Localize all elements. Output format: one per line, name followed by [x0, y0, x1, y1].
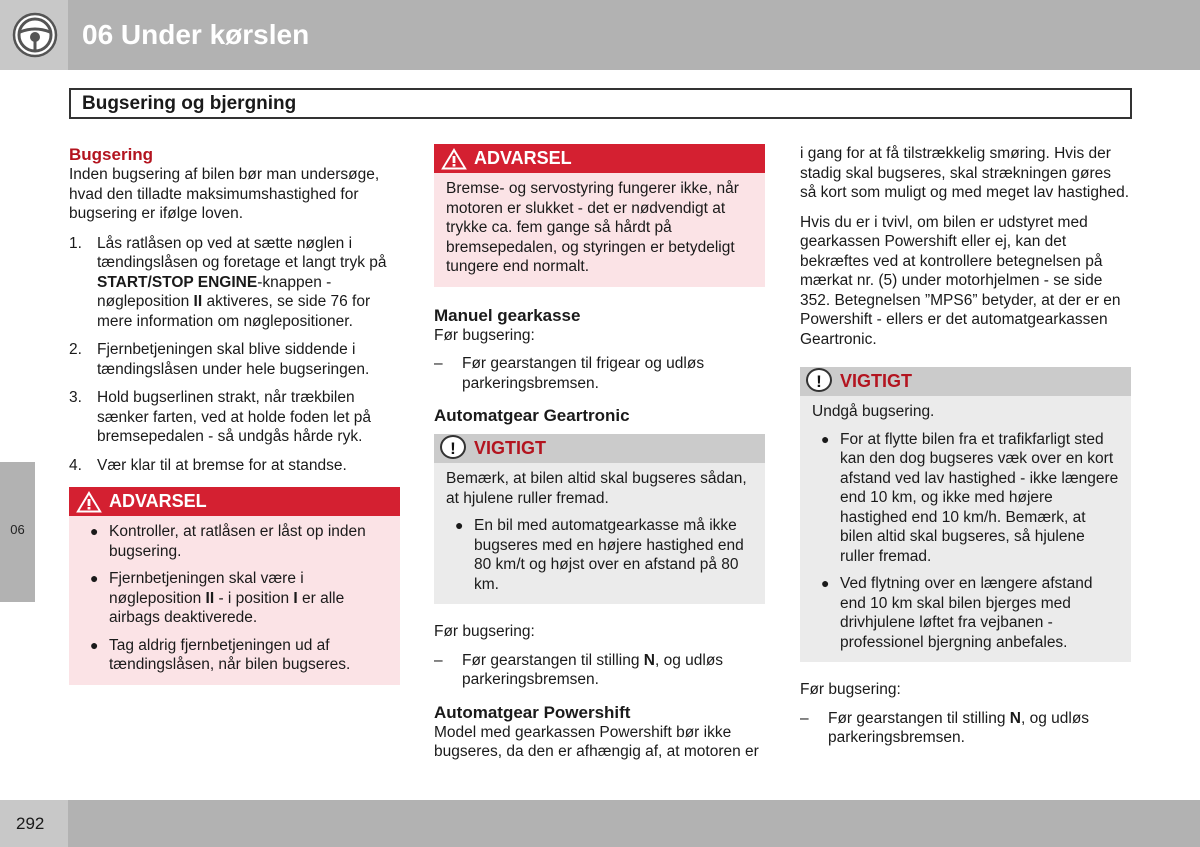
warning-box	[434, 144, 765, 287]
column-2	[434, 144, 765, 762]
heading-powershift: Automatgear Powershift	[434, 702, 631, 722]
section-title: Bugsering og bjergning	[82, 93, 297, 114]
important-list	[446, 516, 753, 594]
towing-steps-list	[69, 234, 400, 476]
warning-box-body	[69, 516, 400, 685]
intro-paragraph: Inden bugsering af bilen bør man undersøge, hvad den tilladte maksimumshastighed for bugsering er ifølge loven.	[69, 166, 380, 222]
chapter-icon-area	[0, 0, 68, 70]
warning-box	[69, 487, 400, 685]
heading-manual-gearbox: Manuel gearkasse	[434, 305, 581, 325]
side-tab-label: 06	[10, 522, 25, 537]
important-box-header	[800, 367, 1131, 396]
important-label: VIGTIGT	[474, 438, 546, 458]
footer-number-area	[0, 800, 68, 847]
section-title-box	[69, 88, 1132, 119]
manual-steps	[434, 354, 765, 393]
list-item: ● Ved flytning over en længere afstand end 10 km skal bilen bjerges med drivhjulene løftet fra vejbanen - professionel bjergning anbefales.	[821, 575, 1093, 651]
page-number: 292	[16, 814, 45, 833]
list-item: ● Tag aldrig fjernbetjeningen ud af tændingslåsen, når bilen bugseres.	[90, 636, 351, 673]
chapter-side-tab	[0, 462, 35, 602]
list-item: 3. Hold bugserlinen strakt, når trækbilen sænker farten, ved at holde foden let på bremsepedalen - så undgås hårde ryk.	[69, 389, 372, 445]
list-item: 2. Fjernbetjeningen skal blive siddende i tændingslåsen under hele bugseringen.	[69, 341, 370, 378]
important-box-body	[800, 396, 1131, 662]
steering-wheel-icon	[12, 12, 58, 58]
heading-bugsering: Bugsering	[69, 145, 154, 164]
list-item: ● Fjernbetjeningen skal være i nøgleposition II - i position I er alle airbags deaktiverede.	[90, 570, 345, 626]
warning-list	[81, 522, 388, 675]
heading-geartronic: Automatgear Geartronic	[434, 406, 630, 425]
list-item: – Før gearstangen til stilling N, og udløs parkeringsbremsen.	[434, 651, 724, 688]
powershift-check-paragraph: Hvis du er i tvivl, om bilen er udstyret med gearkassen Powershift eller ej, kan det bekræftes ved at kontrollere betegnelsen på mærkat nr. (5) under motorhjelmen - se side 352. Betegnelsen ”MPS6” betyder, at der er en Powershift - ellers er det automatgearkassen Geartronic.	[800, 213, 1121, 348]
chapter-title: 06 Under kørslen	[82, 19, 310, 50]
warning-label: ADVARSEL	[474, 148, 572, 168]
exclamation-circle-icon: !	[806, 368, 832, 392]
warning-box-body	[434, 173, 765, 287]
column-1	[69, 144, 400, 685]
important-box-header	[434, 434, 765, 463]
important-text: Bemærk, at bilen altid skal bugseres sådan, at hjulene ruller fremad.	[446, 470, 747, 507]
warning-box-header	[69, 487, 400, 516]
continued-paragraph: i gang for at få tilstrækkelig smøring. Hvis der stadig skal bugseres, skal strækningen gøres så kort som muligt og med meget lav hastighed.	[800, 145, 1130, 201]
chapter-header	[0, 0, 1200, 70]
warning-triangle-icon	[75, 490, 103, 514]
list-item: – Før gearstangen til stilling N, og udløs parkeringsbremsen.	[800, 709, 1090, 746]
list-item: – Før gearstangen til frigear og udløs parkeringsbremsen.	[434, 355, 705, 392]
important-text: Undgå bugsering.	[812, 403, 935, 420]
list-item: 4. Vær klar til at bremse for at standse.	[69, 456, 347, 474]
powershift-text: Model med gearkassen Powershift bør ikke bugseres, da den er afhængig af, at motoren er	[434, 723, 759, 760]
geartronic-before-label: Før bugsering:	[434, 623, 535, 640]
list-item: ● For at flytte bilen fra et trafikfarligt sted kan den dog bugseres væk over en kort afstand ved lav hastighed - ikke længere end 10 km, og ikke med højere hastighed end 10 km/h. Bemærk, at bilen altid skal bugseres, så hjulene ruller fremad.	[821, 430, 1119, 565]
important-box	[434, 434, 765, 604]
important-list	[812, 430, 1119, 653]
warning-triangle-icon	[440, 147, 468, 171]
important-box	[800, 367, 1131, 662]
towing-steps	[800, 709, 1131, 748]
warning-box-header	[434, 144, 765, 173]
important-box-body	[434, 463, 765, 604]
page-footer	[0, 800, 1200, 847]
list-item: ● Kontroller, at ratlåsen er låst op inden bugsering.	[90, 523, 366, 560]
geartronic-steps	[434, 651, 765, 690]
list-item: 1. Lås ratlåsen op ved at sætte nøglen i tændingslåsen og foretage et langt tryk på START/STOP ENGINE-knappen - nøgleposition II aktiveres, se side 76 for mere information om nøglepositioner.	[69, 234, 387, 330]
before-towing-label: Før bugsering:	[800, 681, 901, 698]
list-item: ● En bil med automatgearkasse må ikke bugseres med en højere hastighed end 80 km/t og højst over en afstand på 80 km.	[455, 517, 744, 593]
warning-label: ADVARSEL	[109, 491, 207, 511]
exclamation-circle-icon: !	[440, 435, 466, 459]
column-3	[800, 144, 1131, 748]
warning-text: Bremse- og servostyring fungerer ikke, når motoren er slukket - det er nødvendigt at trykke ca. fem gange så hårdt på bremsepedalen, og styringen er betydeligt tungere end normalt.	[446, 180, 739, 275]
manual-before-label: Før bugsering:	[434, 326, 535, 344]
important-label: VIGTIGT	[840, 371, 912, 391]
